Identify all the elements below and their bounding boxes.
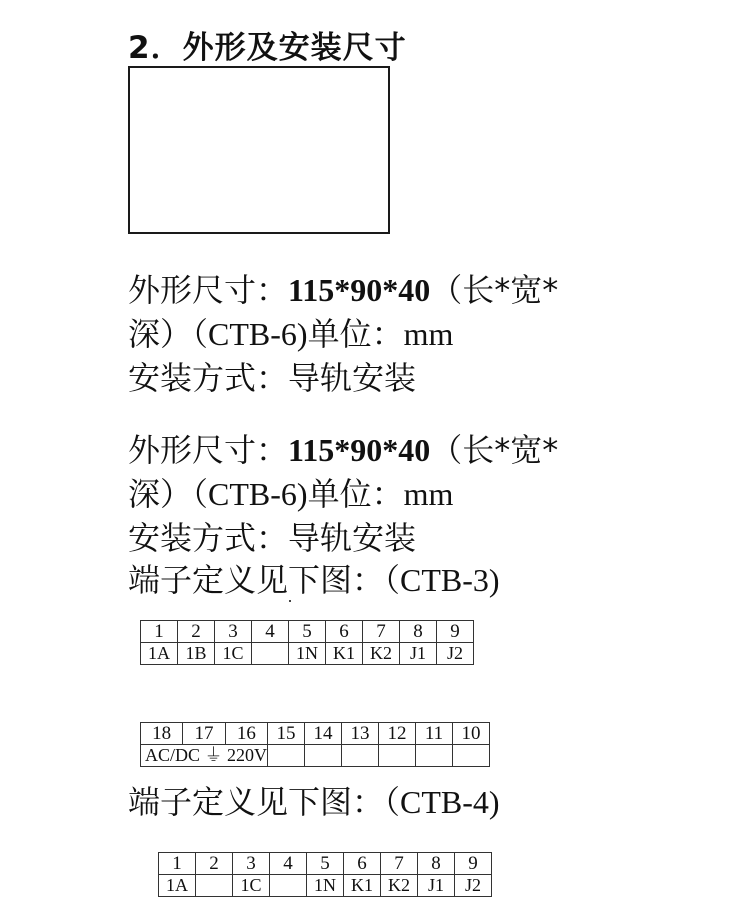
terminal-number: 1 — [159, 853, 196, 875]
terminal-number: 6 — [344, 853, 381, 875]
terminal-number: 7 — [363, 621, 400, 643]
terminal-label: 1N — [289, 643, 326, 665]
terminal-table-ctb4 — [158, 852, 492, 897]
dimension-label: 外形尺寸： — [128, 431, 289, 469]
terminal-number: 8 — [400, 621, 437, 643]
terminal-number: 2 — [196, 853, 233, 875]
terminal-number: 3 — [233, 853, 270, 875]
terminal-label: J1 — [418, 875, 455, 897]
terminal-label: 1C — [215, 643, 252, 665]
model-number: CTB-4) — [400, 784, 500, 820]
power-supply-label: AC/DC ⏚ 220V — [141, 745, 268, 767]
terminal-number: 15 — [268, 723, 305, 745]
terminal-number-row — [141, 723, 490, 745]
model-number: CTB-6) — [208, 476, 308, 512]
dimension-value: 115*90*40 — [288, 272, 431, 308]
dimension-label: 外形尺寸： — [128, 271, 289, 309]
terminal-label — [305, 745, 342, 767]
section-heading: 2．外形及安装尺寸 — [128, 30, 407, 66]
unit-label: 单位： — [307, 315, 404, 353]
terminal-number: 10 — [453, 723, 490, 745]
terminal-table-ctb3-bottom — [140, 722, 490, 767]
spec-unit-line — [128, 312, 728, 356]
model-number: CTB-3) — [400, 562, 500, 598]
terminal-number: 3 — [215, 621, 252, 643]
spec-mount-line: 安装方式：导轨安装 — [128, 519, 417, 557]
terminal-label-row — [159, 875, 492, 897]
caption-text: 端子定义见下图：（ — [128, 561, 401, 599]
terminal-number-row — [141, 621, 474, 643]
terminal-number: 18 — [141, 723, 183, 745]
unit-value: mm — [403, 316, 454, 352]
caption-text: 端子定义见下图：（ — [128, 783, 401, 821]
terminal-label — [342, 745, 379, 767]
dimension-note-cont: 深）（ — [128, 475, 209, 513]
terminal-label: 1N — [307, 875, 344, 897]
terminal-number: 17 — [183, 723, 225, 745]
spec-dimensions-line — [128, 428, 728, 472]
terminal-number: 7 — [381, 853, 418, 875]
terminal-number: 4 — [252, 621, 289, 643]
model-number: CTB-6) — [208, 316, 308, 352]
spec-dimensions-line — [128, 268, 728, 312]
spec-mount-line: 安装方式：导轨安装 — [128, 359, 417, 397]
terminal-label — [416, 745, 453, 767]
terminal-number: 16 — [225, 723, 267, 745]
terminal-label — [453, 745, 490, 767]
terminal-label: K1 — [344, 875, 381, 897]
unit-value: mm — [403, 476, 454, 512]
terminal-number: 5 — [307, 853, 344, 875]
spec-block-2 — [128, 428, 728, 560]
terminal-number: 13 — [342, 723, 379, 745]
terminal-table-ctb3-top — [140, 620, 474, 665]
terminal-label — [379, 745, 416, 767]
terminal-number: 1 — [141, 621, 178, 643]
terminal-label: K1 — [326, 643, 363, 665]
stray-mark — [289, 600, 291, 602]
terminal-number: 14 — [305, 723, 342, 745]
terminal-label: 1B — [178, 643, 215, 665]
dimension-note: （长*宽* — [430, 431, 559, 469]
terminal-label — [196, 875, 233, 897]
dimension-note: （长*宽* — [430, 271, 559, 309]
terminal-number: 8 — [418, 853, 455, 875]
terminal-label — [252, 643, 289, 665]
terminal-label: K2 — [363, 643, 400, 665]
terminal-label: J2 — [437, 643, 474, 665]
terminal-number: 12 — [379, 723, 416, 745]
terminal-number: 6 — [326, 621, 363, 643]
dimension-value: 115*90*40 — [288, 432, 431, 468]
terminal-label: 1A — [141, 643, 178, 665]
terminal-number: 11 — [416, 723, 453, 745]
terminal-number: 9 — [437, 621, 474, 643]
terminal-label: K2 — [381, 875, 418, 897]
terminal-label — [270, 875, 307, 897]
terminal-label: 1A — [159, 875, 196, 897]
terminal-number-row — [159, 853, 492, 875]
spec-block-1 — [128, 268, 728, 400]
terminal-label: J2 — [455, 875, 492, 897]
spec-unit-line — [128, 472, 728, 516]
terminal-number: 4 — [270, 853, 307, 875]
terminal-label: J1 — [400, 643, 437, 665]
terminal-caption-ctb3 — [128, 560, 500, 600]
terminal-caption-ctb4 — [128, 782, 500, 822]
terminal-label — [268, 745, 305, 767]
dimension-image-placeholder — [128, 66, 390, 234]
dimension-note-cont: 深）（ — [128, 315, 209, 353]
terminal-number: 2 — [178, 621, 215, 643]
terminal-number: 5 — [289, 621, 326, 643]
terminal-label-row — [141, 643, 474, 665]
terminal-number: 9 — [455, 853, 492, 875]
terminal-label-row — [141, 745, 490, 767]
terminal-label: 1C — [233, 875, 270, 897]
unit-label: 单位： — [307, 475, 404, 513]
